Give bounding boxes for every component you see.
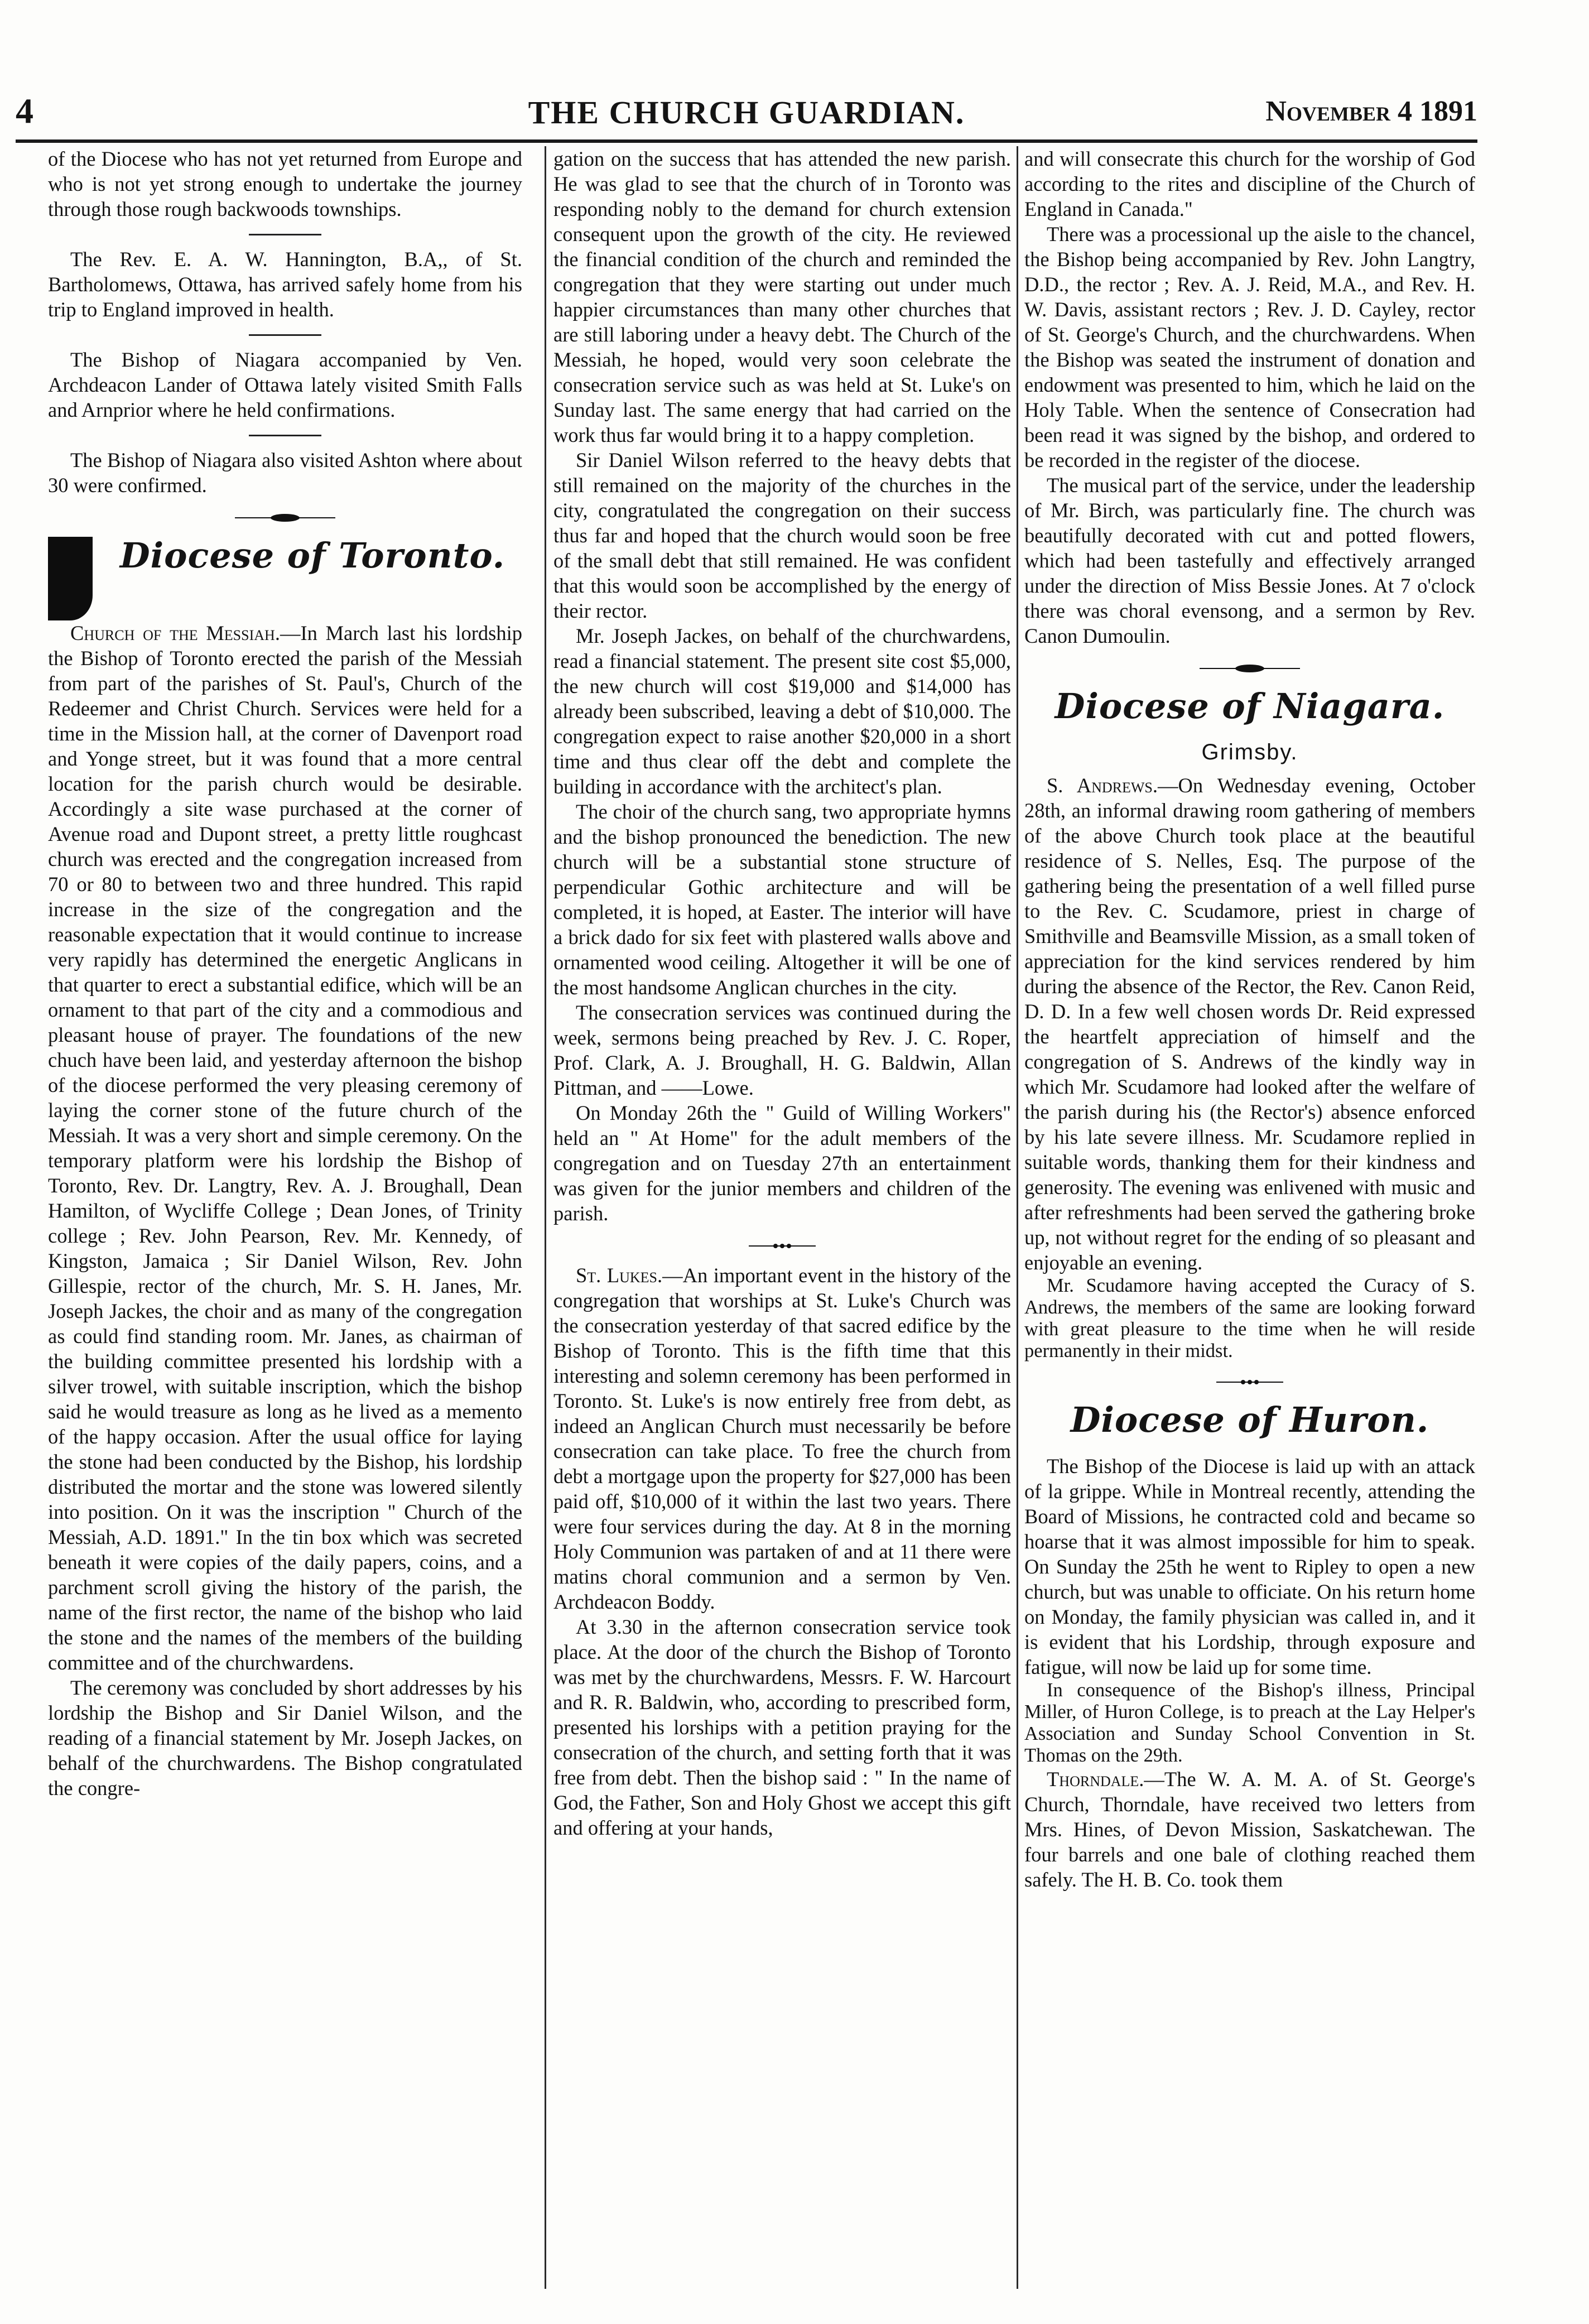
ink-blot xyxy=(48,537,93,620)
paragraph: gation on the success that has attended the new parish. He was glad to see that the church of in Toronto was responding nobly to the demand for church extension consequent upon the growth of the city. He reviewed the financial condition of the church and reminded the congregation that they were starting out under much happier circumstances than many other churches that are still laboring under a heavy debt. The Church of the Messiah, he hoped, would very soon celebrate the consecration service such as was held at St. Luke's on Sunday last. The same energy that had carried on the work thus far would bring it to a happy completion. xyxy=(553,147,1011,446)
section-heading-niagara: Diocese of Niagara. xyxy=(1054,686,1445,726)
issue-date: November 4 1891 xyxy=(1265,95,1477,127)
paragraph: The ceremony was concluded by short addresses by his lordship the Bishop and Sir Daniel Wilson, and the reading of a financial statement by Mr. Joseph Jackes, on behalf of the churchwardens. The Bishop congratulated the congre- xyxy=(48,1676,522,1799)
article-text: —In March last his lordship the Bishop of Toronto erected the parish of the Messiah from part of the parishes of St. Paul's, Church of the Redeemer and Christ Church. Services were held for a time in the Mission hall, at the corner of Davenport road and Yonge street, but it was found that a more central location for the parish church would be desirable. Accordingly a site wase purchased at the corner of Avenue road and Dupont street, a pretty little roughcast church was erected and the congregation increased from 70 or 80 to between two and three hundred. This rapid increase in the size of the congregation and the reasonable expectation that it would continue to increase very rapidly has determined the energetic Anglicans in that quarter to erect a substantial edifice, which will be an ornament to that part of the city and a commodious and pleasant house of prayer. The foundations of the new chuch have been laid, and yesterday afternoon the bishop of the diocese performed the very pleasing ceremony of laying the corner stone of the future church of the Messiah. It was a very short and simple ceremony. On the temporary platform were his lordship the Bishop of Toronto, Rev. Dr. Langtry, Rev. A. J. Broughall, Dean Hamilton, of Wycliffe College ; Dean Jones, of Trinity college ; Rev. John Pearson, Rev. Mr. Kennedy, of Kingston, Jamaica ; Sir Daniel Wilson, Rev. John Gillespie, rector of the church, Mr. S. H. Janes, Mr. Joseph Jackes, the choir and as many of the congregation as could find standing room. Mr. Janes, as chairman of the building committee presented his lordship with a silver trowel, with suitable inscription, which the bishop said he would treasure as long as he lived as a memento of the happy occasion. After the usual office for laying the stone had been conducted by the Bishop, his lordship distributed the mortar and the stone was lowered silently into position. On it was the inscription " Church of the Messiah, A.D. 1891." In the tin box which was secreted beneath it were copies of the daily papers, coins, and a parchment scroll giving the history of the parish, the name of the first rector, the name of the bishop who laid the stone and the names of the members of the building committee and of the churchwardens. xyxy=(48,622,522,1674)
article-thorndale xyxy=(1024,1767,1475,1892)
column-divider xyxy=(545,146,546,2289)
divider xyxy=(249,234,321,235)
article-s-andrews xyxy=(1024,773,1475,1275)
masthead-title: THE CHURCH GUARDIAN. xyxy=(528,94,965,131)
paragraph: The consecration services was continued during the week, sermons being preached by Rev. J. C. Roper, Prof. Clark, A. J. Broughall, H. G. Baldwin, Allan Pittman, and ——Lowe. xyxy=(553,1001,1011,1099)
article-lead: Thorndale. xyxy=(1047,1768,1144,1791)
article-lead: S. Andrews. xyxy=(1047,774,1158,797)
article-text: —An important event in the history of the congregation that worships at St. Luke's Church was the consecration yesterday of that sacred edifice by the Bishop of Toronto. This is the fifth time that this interesting and solemn ceremony has been performed in Toronto. St. Luke's is now entirely free from debt, as indeed an Anglican Church must necessarily be before consecration can take place. To free the church from debt a mortgage upon the property for $27,000 has been paid off, $10,000 of it within the last two years. There were four services during the day. At 8 in the morning Holy Communion was partaken of and at 11 there were matins choral communion and a sermon by Ven. Archdeacon Boddy. xyxy=(553,1264,1011,1613)
ornament-divider-icon xyxy=(726,1239,838,1253)
divider xyxy=(249,334,321,336)
paragraph: The Rev. E. A. W. Hannington, B.A,, of St. Bartholomews, Ottawa, has arrived safely home from his trip to England improved in health. xyxy=(48,248,522,321)
ornament-divider-icon xyxy=(1194,1375,1306,1389)
paragraph: On Monday 26th the " Guild of Willing Workers" held an " At Home" for the adult members of the congregation and on Tuesday 27th an entertainment was given for the junior members and children of the parish. xyxy=(553,1101,1011,1225)
paragraph: Mr. Scudamore having accepted the Curacy of S. Andrews, the members of the same are looking forward with great pleasure to the time when he will reside permanently in their midst. xyxy=(1024,1275,1475,1361)
article-st-lukes xyxy=(553,1263,1011,1614)
page-number: 4 xyxy=(16,91,33,131)
paragraph: and will consecrate this church for the worship of God according to the rites and discipline of the Church of England in Canada." xyxy=(1024,147,1475,220)
column-2 xyxy=(553,146,1011,2289)
column-1 xyxy=(48,146,522,2289)
header-rule xyxy=(16,139,1477,143)
paragraph: There was a processional up the aisle to the chancel, the Bishop being accompanied by Rev. John Langtry, D.D., the rector ; Rev. A. J. Reid, M.A., and Rev. H. W. Davis, assistant rectors ; Rev. J. D. Cayley, rector of St. George's Church, and the churchwardens. When the Bishop was seated the instrument of donation and endowment was presented to him, which he laid on the Holy Table. When the sentence of Consecration had been read it was signed by the bishop, and ordered to be recorded in the register of the diocese. xyxy=(1024,223,1475,471)
article-text: —On Wednesday evening, October 28th, an informal drawing room gathering of members of the above Church took place at the beautiful residence of S. Nelles, Esq. The purpose of the gathering being the presentation of a well filled purse to the Rev. C. Scudamore, priest in charge of Smithville and Beamsville Mission, as a small token of appreciation for the kind services rendered by him during the absence of the Rector, the Rev. Canon Reid, D. D. In a few well chosen words Dr. Reid expressed the heartfelt appreciation of himself and the congregation of S. Andrews of the kindly way in which Mr. Scudamore had looked after the welfare of the parish during his (the Rector's) absence enforced by his late severe illness. Mr. Scudamore replied in suitable words, thanking them for their kindness and generosity. The evening was enlivened with music and after refreshments had been served the gathering broke up, not without regret for the ending of so pleasant and enjoyable an evening. xyxy=(1024,774,1475,1274)
section-heading-toronto: Diocese of Toronto. xyxy=(119,535,505,576)
ornament-divider-icon xyxy=(1194,662,1306,675)
article-church-of-the-messiah xyxy=(48,620,522,1675)
paragraph: The musical part of the service, under the leadership of Mr. Birch, was particularly fine. The church was beautifully decorated with cut and potted flowers, which had been tastefully and effectively arranged under the direction of Miss Bessie Jones. At 7 o'clock there was choral evensong, and a sermon by Rev. Canon Dumoulin. xyxy=(1024,474,1475,647)
paragraph: The choir of the church sang, two appropriate hymns and the bishop pronounced the benediction. The new church will be a substantial stone structure of perpendicular Gothic architecture and will be completed, it is hoped, at Easter. The interior will have a brick dado for six feet with plastered walls above and ornamented wood ceiling. Altogether it will be one of the most handsome Anglican churches in the city. xyxy=(553,800,1011,999)
column-divider xyxy=(1017,146,1018,2289)
article-lead: St. Lukes. xyxy=(576,1264,663,1287)
paragraph: The Bishop of Niagara also visited Ashton where about 30 were confirmed. xyxy=(48,449,522,497)
subheading-grimsby: Grimsby. xyxy=(1201,740,1298,764)
paragraph: Mr. Joseph Jackes, on behalf of the churchwardens, read a financial statement. The present site cost $5,000, the new church will cost $19,000 and $14,000 has already been subscribed, leaving a debt of $10,000. The congregation expect to raise another $20,000 in a short time and thus clear off the debt and complete the building in accordance with the architect's plan. xyxy=(553,624,1011,798)
column-3 xyxy=(1024,146,1475,2289)
paragraph: Sir Daniel Wilson referred to the heavy debts that still remained on the majority of the churches in the city, congratulated the congregation on their success thus far and hoped that the church would soon be free of the small debt that still remained. He was confident that this would soon be accomplished by the energy of their rector. xyxy=(553,449,1011,622)
paragraph: of the Diocese who has not yet returned from Europe and who is not yet strong enough to undertake the journey through those rough backwoods townships. xyxy=(48,147,522,220)
page-header xyxy=(16,78,1477,129)
divider xyxy=(249,435,321,436)
paragraph: The Bishop of Niagara accompanied by Ven. Archdeacon Lander of Ottawa lately visited Smith Falls and Arnprior where he held confirmations. xyxy=(48,348,522,421)
article-text: —The W. A. M. A. of St. George's Church, Thorndale, have received two letters from Mrs. Hines, of Devon Mission, Saskatchewan. The four barrels and one bale of clothing reached them safely. The H. B. Co. took them xyxy=(1024,1768,1475,1891)
ornament-divider-icon xyxy=(229,511,341,525)
paragraph: At 3.30 in the afternon consecration service took place. At the door of the church the Bishop of Toronto was met by the churchwardens, Messrs. F. W. Harcourt and R. R. Baldwin, who, according to prescribed form, presented his lorships with a petition praying for the consecration of the church, and setting forth that it was free from debt. Then the bishop said : " In the name of God, the Father, Son and Holy Ghost we accept this gift and offering at your hands, xyxy=(553,1615,1011,1839)
article-lead: Church of the Messiah. xyxy=(70,622,280,644)
paragraph: The Bishop of the Diocese is laid up with an attack of la grippe. While in Montreal recently, attending the Board of Missions, he contracted cold and became so hoarse that it was almost impossible for him to speak. On Sunday the 25th he went to Ripley to open a new church, but was unable to officiate. On his return home on Monday, the family physician was called in, and it is evident that his Lordship, through exposure and fatigue, will now be laid up for some time. xyxy=(1024,1455,1475,1678)
section-heading-huron: Diocese of Huron. xyxy=(1070,1399,1429,1440)
paragraph: In consequence of the Bishop's illness, Principal Miller, of Huron College, is to preach at the Lay Helper's Association and Sunday School Convention in St. Thomas on the 29th. xyxy=(1024,1680,1475,1766)
